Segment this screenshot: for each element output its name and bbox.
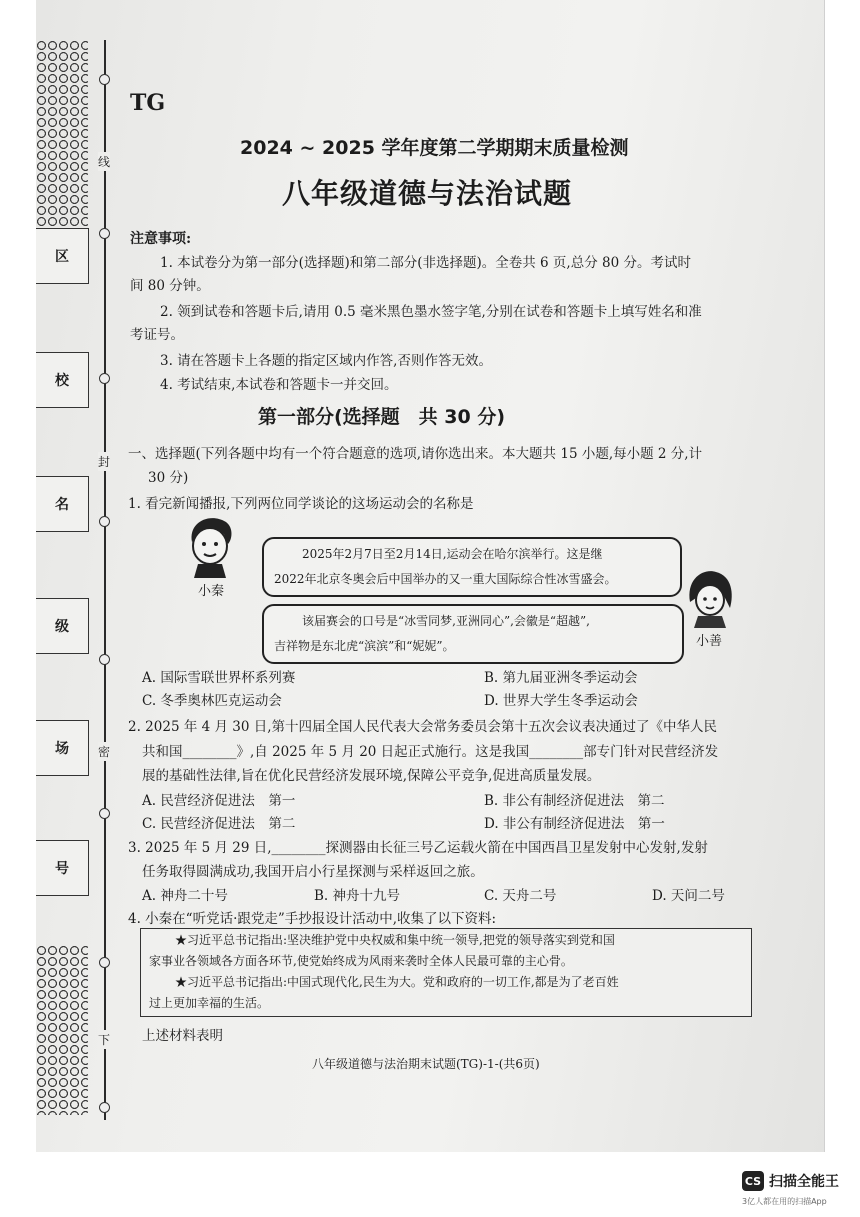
cut-mark-xian: 线: [98, 152, 110, 171]
question-3-stem: 任务取得圆满成功,我国开启小行星探测与采样返回之旅。: [142, 864, 484, 880]
question-1-stem: 1. 看完新闻播报,下列两位同学谈论的这场运动会的名称是: [128, 496, 474, 512]
page-footer: 八年级道德与法治期末试题(TG)-1-(共6页): [312, 1057, 540, 1071]
binding-holes-bottom: [36, 945, 88, 1115]
exam-title: 2024 ~ 2025 学年度第二学期期末质量检测: [240, 137, 629, 159]
q2-option-b: B. 非公有制经济促进法 第二: [484, 793, 665, 809]
bubble-line: 该届赛会的口号是“冰雪同梦,亚洲同心”,会徽是“超越”,: [302, 614, 590, 628]
quote-box: [140, 928, 752, 1017]
field-name: 名: [36, 476, 89, 532]
question-2-stem: 2. 2025 年 4 月 30 日,第十四届全国人民代表大会常务委员会第十五次会议表决通过了《中华人民: [128, 719, 718, 735]
question-3-stem: 3. 2025 年 5 月 29 日,________探测器由长征三号乙运载火箭在中国西昌卫星发射中心发射,发射: [128, 840, 708, 856]
notes-heading: 注意事项:: [130, 231, 192, 247]
cut-line-ring: [99, 74, 110, 85]
cut-mark-xia: 下: [98, 1030, 110, 1049]
quote-line: 家事业各领域各方面各环节,使党始终成为风雨来袭时全体人民最可靠的主心骨。: [149, 954, 573, 968]
q2-option-a: A. 民营经济促进法 第一: [142, 793, 296, 809]
watermark-brand: 扫描全能王: [769, 1174, 839, 1190]
bubble-line: 2025年2月7日至2月14日,运动会在哈尔滨举行。这是继: [302, 547, 603, 561]
cut-line-ring: [99, 228, 110, 239]
question-4-stem: 4. 小秦在“听党话·跟党走”手抄报设计活动中,收集了以下资料:: [128, 911, 497, 927]
paper-code: TG: [130, 90, 166, 116]
question-2-stem: 共和国________》,自 2025 年 5 月 20 日起正式施行。这是我国________部专门针对民营经济发: [142, 744, 719, 760]
speaker-xiaoqin: 小秦: [198, 584, 225, 599]
q1-option-c: C. 冬季奥林匹克运动会: [142, 693, 282, 709]
cut-line-ring: [99, 373, 110, 384]
notes-line: 4. 考试结束,本试卷和答题卡一并交回。: [160, 377, 398, 393]
section-intro: 30 分): [148, 470, 189, 486]
field-exam-room: 场: [36, 720, 89, 776]
q2-option-c: C. 民营经济促进法 第二: [142, 816, 296, 832]
notes-line: 2. 领到试卷和答题卡后,请用 0.5 毫米黑色墨水签字笔,分别在试卷和答题卡上填写姓名和准: [160, 304, 702, 320]
notes-line: 1. 本试卷分为第一部分(选择题)和第二部分(非选择题)。全卷共 6 页,总分 80 分。考试时: [160, 255, 691, 271]
cut-line-ring: [99, 516, 110, 527]
boy-avatar-icon: [180, 512, 240, 578]
quote-line: 过上更加幸福的生活。: [149, 996, 270, 1010]
cut-mark-mi: 密: [98, 742, 110, 761]
cut-line-ring: [99, 654, 110, 665]
section-intro: 一、选择题(下列各题中均有一个符合题意的选项,请你选出来。本大题共 15 小题,每小题 2 分,计: [128, 446, 703, 462]
q3-option-d: D. 天问二号: [652, 888, 725, 904]
section-heading: 第一部分(选择题 共 30 分): [258, 406, 506, 428]
question-4-tail: 上述材料表明: [142, 1028, 223, 1044]
speech-bubble-xiaoqin: [262, 537, 682, 597]
notes-line: 间 80 分钟。: [130, 278, 210, 294]
notes-line: 考证号。: [130, 327, 184, 343]
watermark-tagline: 3亿人都在用的扫描App: [742, 1197, 827, 1206]
notes-line: 3. 请在答题卡上各题的指定区域内作答,否则作答无效。: [160, 353, 492, 369]
q2-option-d: D. 非公有制经济促进法 第一: [484, 816, 665, 832]
bubble-line: 2022年北京冬奥会后中国举办的又一重大国际综合性冰雪盛会。: [274, 572, 617, 586]
exam-subject-title: 八年级道德与法治试题: [282, 177, 573, 210]
field-school: 校: [36, 352, 89, 408]
cs-logo-icon: CS: [742, 1171, 764, 1191]
binding-holes-top: [36, 40, 88, 228]
bubble-line: 吉祥物是东北虎“滨滨”和“妮妮”。: [274, 639, 455, 653]
q1-option-a: A. 国际雪联世界杯系列赛: [142, 670, 296, 686]
quote-line: ★习近平总书记指出:坚决维护党中央权威和集中统一领导,把党的领导落实到党和国: [175, 933, 615, 947]
field-class: 级: [36, 598, 89, 654]
cut-mark-feng: 封: [98, 452, 110, 471]
q3-option-c: C. 天舟二号: [484, 888, 557, 904]
girl-avatar-icon: [684, 568, 736, 628]
cut-line-ring: [99, 957, 110, 968]
field-seat-number: 号: [36, 840, 89, 896]
field-district: 区: [36, 228, 89, 284]
q1-option-d: D. 世界大学生冬季运动会: [484, 693, 638, 709]
cut-line-ring: [99, 1102, 110, 1113]
q1-option-b: B. 第九届亚洲冬季运动会: [484, 670, 638, 686]
cut-line-ring: [99, 808, 110, 819]
quote-line: ★习近平总书记指出:中国式现代化,民生为大。党和政府的一切工作,都是为了老百姓: [175, 975, 619, 989]
q3-option-b: B. 神舟十九号: [314, 888, 401, 904]
q3-option-a: A. 神舟二十号: [142, 888, 228, 904]
speech-bubble-xiaoshan: [262, 604, 684, 664]
speaker-xiaoshan: 小善: [696, 634, 723, 649]
question-2-stem: 展的基础性法律,旨在优化民营经济发展环境,保障公平竞争,促进高质量发展。: [142, 768, 601, 784]
